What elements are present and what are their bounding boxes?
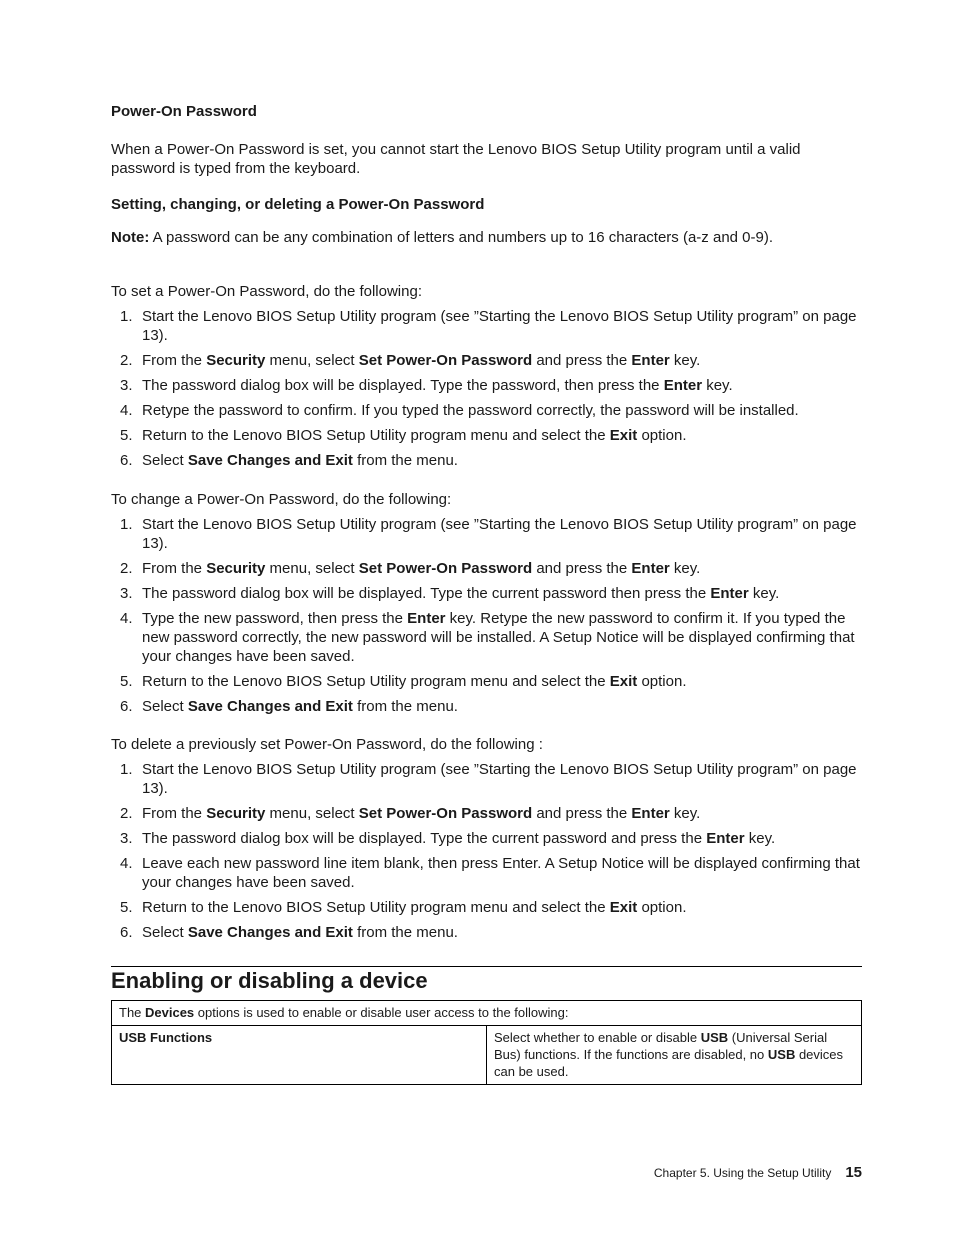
step-number: 5. [120,427,133,444]
text-run: key. [669,805,701,822]
text-run: key. Retype the new password to confirm it. If you typed the new password correctly, the new password will be installed. A Setup Notice will be displayed confirming that your changes have been saved. [142,610,855,665]
text-run: from the menu. [352,452,458,469]
text-run: Select [142,698,188,715]
text-run: from the menu. [352,698,458,715]
step-number: 2. [120,352,133,369]
footer-chapter: Chapter 5. Using the Setup Utility [653,1166,832,1180]
step-number: 5. [120,673,133,690]
text-run: key. [669,352,701,369]
text-run: and press the [532,352,632,369]
list-item [111,584,862,603]
text-run: key. [748,585,780,602]
devices-table-header-row [112,1001,862,1026]
delete-password-steps [111,760,862,948]
text-run: option. [637,427,687,444]
page-number: 15 [845,1164,862,1181]
list-item [111,760,862,798]
bold-term: Devices [145,1005,195,1020]
bold-term: Exit [609,673,638,690]
text-run: Return to the Lenovo BIOS Setup Utility program menu and select the [142,427,610,444]
text-run: menu, select [265,805,359,822]
list-item [111,515,862,553]
list-item [111,923,862,942]
text-run: key. [702,377,733,394]
bold-term: USB [700,1030,729,1045]
page-footer [111,1164,862,1182]
text-run: from the menu. [352,924,458,941]
text-run: The [119,1005,146,1020]
text-run: From the [142,805,207,822]
text-run: menu, select [265,352,359,369]
list-item [111,609,862,666]
text-run: key. [669,560,701,577]
setting-changing-deleting-subheading: Setting, changing, or deleting a Power-On Password [111,196,485,213]
list-item [111,559,862,578]
list-item [111,854,862,892]
note-label: Note: [111,229,150,246]
text-run: menu, select [265,560,359,577]
text-run: The password dialog box will be displayed. Type the current password and press the [142,830,707,847]
list-item [111,697,862,716]
power-on-password-heading: Power-On Password [111,103,257,120]
text-run: Return to the Lenovo BIOS Setup Utility program menu and select the [142,673,610,690]
text-run: From the [142,560,207,577]
text-run: Start the Lenovo BIOS Setup Utility program (see ”Starting the Lenovo BIOS Setup Utility program” on page 13). [142,516,857,552]
step-number: 4. [120,855,133,872]
text-run: Return to the Lenovo BIOS Setup Utility program menu and select the [142,899,610,916]
bold-term: Enter [710,585,749,602]
list-item [111,804,862,823]
usb-functions-description [487,1026,862,1085]
change-password-steps [111,515,862,722]
intro-paragraph: When a Power-On Password is set, you cannot start the Lenovo BIOS Setup Utility program until a valid password is typed from the keyboard. [111,141,801,177]
set-password-lead: To set a Power-On Password, do the following: [111,283,422,300]
text-run: Leave each new password line item blank, then press Enter. A Setup Notice will be displayed confirming that your changes have been saved. [142,855,860,891]
bold-term: Enter [631,560,670,577]
step-number: 3. [120,830,133,847]
list-item [111,426,862,445]
text-run: and press the [532,805,632,822]
bold-term: Set Power-On Password [358,805,533,822]
step-number: 2. [120,560,133,577]
list-item [111,376,862,395]
bold-term: Set Power-On Password [358,352,533,369]
text-run: Type the new password, then press the [142,610,408,627]
text-run: devices can be used. [494,1047,844,1079]
text-run: Select [142,924,188,941]
bold-term: Exit [609,899,638,916]
bold-term: Enter [407,610,446,627]
bold-term: Enter [663,377,703,394]
change-password-lead: To change a Power-On Password, do the following: [111,491,452,508]
bold-term: Security [206,560,266,577]
bold-term: Save Changes and Exit [187,924,353,941]
text-run: The password dialog box will be displayed. Type the password, then press the [142,377,664,394]
text-run: (Universal Serial Bus) functions. If the functions are disabled, no [494,1030,828,1062]
step-number: 2. [120,805,133,822]
list-item [111,351,862,370]
bold-term: Enter [706,830,745,847]
bold-term: Save Changes and Exit [187,698,353,715]
usb-functions-cell: USB Functions [112,1026,487,1085]
list-item [111,307,862,345]
devices-table [111,1000,862,1085]
section-divider [111,966,862,967]
text-run: key. [744,830,776,847]
table-row [112,1026,862,1085]
step-number: 1. [120,761,133,778]
step-number: 6. [120,698,133,715]
note-text: A password can be any combination of letters and numbers up to 16 characters (a-z and 0-9). [149,229,774,246]
text-run: Start the Lenovo BIOS Setup Utility program (see ”Starting the Lenovo BIOS Setup Utility program” on page 13). [142,308,857,344]
step-number: 1. [120,516,133,533]
text-run: Retype the password to confirm. If you typed the password correctly, the password will be installed. [142,402,799,419]
bold-term: Set Power-On Password [358,560,533,577]
bold-term: Security [206,805,266,822]
note-paragraph [111,228,862,247]
step-number: 1. [120,308,133,325]
bold-term: Enter [631,805,670,822]
bold-term: Security [206,352,266,369]
list-item [111,451,862,470]
text-run: options is used to enable or disable user access to the following: [194,1005,569,1020]
bold-term: USB [767,1047,796,1062]
step-number: 6. [120,924,133,941]
text-run: Select [142,452,188,469]
devices-table-header-cell [112,1001,862,1026]
text-run: option. [637,673,687,690]
section-title: Enabling or disabling a device [111,968,428,993]
list-item [111,672,862,691]
list-item [111,401,862,420]
step-number: 6. [120,452,133,469]
bold-term: Enter [631,352,670,369]
text-run: From the [142,352,207,369]
step-number: 3. [120,585,133,602]
text-run: Start the Lenovo BIOS Setup Utility program (see ”Starting the Lenovo BIOS Setup Utility program” on page 13). [142,761,857,797]
list-item [111,898,862,917]
text-run: option. [637,899,687,916]
bold-term: Save Changes and Exit [187,452,353,469]
set-password-steps [111,307,862,476]
text-run: Select whether to enable or disable [494,1030,701,1045]
bold-term: Exit [609,427,638,444]
list-item [111,829,862,848]
step-number: 5. [120,899,133,916]
text-run: and press the [532,560,632,577]
step-number: 4. [120,610,133,627]
text-run: The password dialog box will be displayed. Type the current password then press the [142,585,711,602]
step-number: 4. [120,402,133,419]
delete-password-lead: To delete a previously set Power-On Password, do the following : [111,736,543,753]
step-number: 3. [120,377,133,394]
